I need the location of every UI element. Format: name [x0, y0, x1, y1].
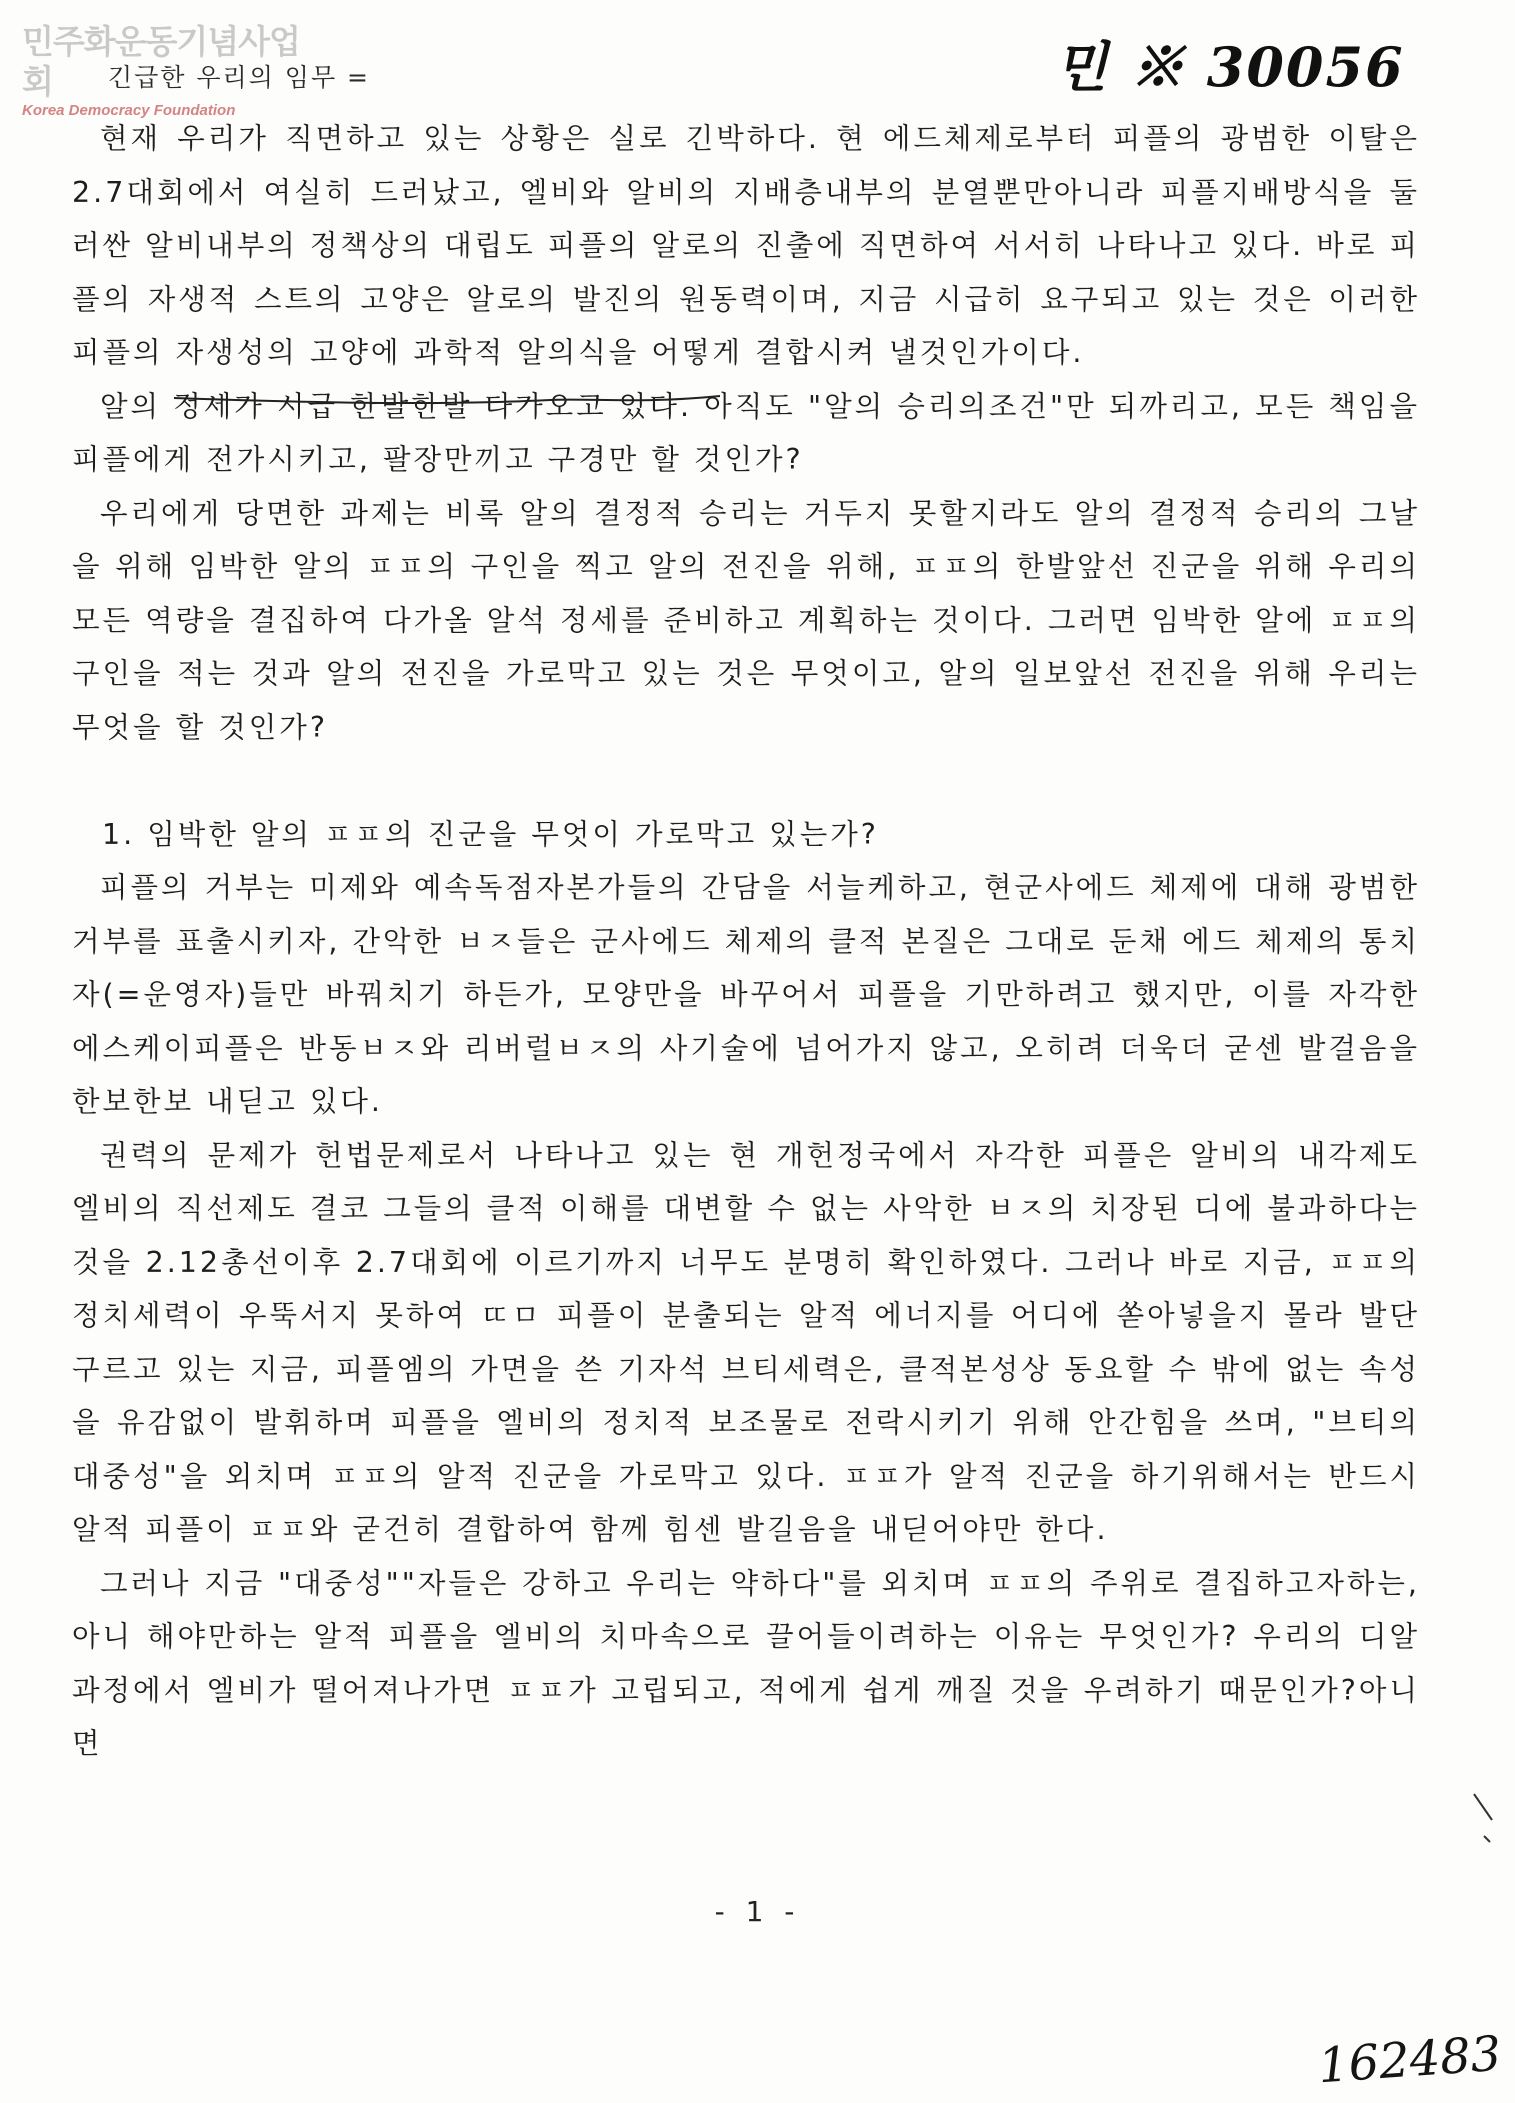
handwritten-document-id: 민 ※ 30056 [1055, 35, 1405, 99]
paragraph-gap [72, 754, 1420, 808]
paragraph-1: 현재 우리가 직면하고 있는 상황은 실로 긴박하다. 현 에드체제로부터 피플의 광범한 이탈은 2.7대회에서 여실히 드러났고, 엘비와 알비의 지배층내부의 분열뿐만아니라 피플지배방식을 둘러싼 알비내부의 정책상의 대립도 피플의 알로의 진출에 직면하여 서서히 나타나고 있다. 바로 피플의 자생적 스트의 고양은 알로의 발진의 원동력이며, 지금 시급히 요구되고 있는 것은 이러한 피플의 자생성의 고양에 과학적 알의식을 어떻게 결합시켜 낼것인가이다. [72, 122, 1420, 369]
page-number: - 1 - [714, 1895, 801, 1928]
document-body [72, 112, 1420, 1771]
handwritten-underline [170, 388, 730, 412]
paragraph-4: 피플의 거부는 미제와 예속독점자본가들의 간담을 서늘케하고, 현군사에드 체제에 대해 광범한 거부를 표출시키자, 간악한 ㅂㅈ들은 군사에드 체제의 클적 본질은 그대로 둔채 에드 체제의 통치자(=운영자)들만 바꿔치기 하든가, 모양만을 바꾸어서 피플을 기만하려고 했지만, 이를 자각한 에스케이피플은 반동ㅂㅈ와 리버럴ㅂㅈ의 사기술에 넘어가지 않고, 오히려 더욱더 굳센 발걸음을 한보한보 내딛고 있다. [72, 871, 1420, 1118]
paragraph-3: 우리에게 당면한 과제는 비록 알의 결정적 승리는 거두지 못할지라도 알의 결정적 승리의 그날을 위해 임박한 알의 ㅍㅍ의 구인을 찍고 알의 전진을 위해, ㅍㅍ의 한발앞선 진군을 위해 우리의 모든 역량을 결집하여 다가올 알석 정세를 준비하고 계획하는 것이다. 그러면 임박한 알에 ㅍㅍ의 구인을 적는 것과 알의 전진을 가로막고 있는 것은 무엇이고, 알의 일보앞선 전진을 위해 우리는 무엇을 할 것인가? [72, 496, 1420, 744]
archive-number: 162483 [1316, 2025, 1503, 2095]
paragraph-2: 알의 정세가 시급 한발한발 다가오고 있다. 아직도 "알의 승리의조건"만 되까리고, 모든 책임을 피플에게 전가시키고, 팔장만끼고 구경만 할 것인가? [72, 389, 1420, 476]
paragraph-6: 그러나 지금 "대중성""자들은 강하고 우리는 약하다"를 외치며 ㅍㅍ의 주위로 결집하고자하는, 아니 해야만하는 알적 피플을 엘비의 치마속으로 끌어들이려하는 이유는 무엇인가? 우리의 디알과정에서 엘비가 떨어져나가면 ㅍㅍ가 고립되고, 적에게 쉽게 깨질 것을 우려하기 때문인가?아니면 [72, 1566, 1420, 1760]
watermark-english: Korea Democracy Foundation [22, 102, 236, 119]
watermark-korean: 민주화운동기념사업회 [22, 22, 300, 101]
section-heading-1: 1. 임박한 알의 ㅍㅍ의 진군을 무엇이 가로막고 있는가? [102, 817, 879, 851]
paragraph-5: 권력의 문제가 헌법문제로서 나타나고 있는 현 개헌정국에서 자각한 피플은 알비의 내각제도 엘비의 직선제도 결코 그들의 클적 이해를 대변할 수 없는 사악한 ㅂㅈ의 치장된 디에 불과하다는 것을 2.12총선이후 2.7대회에 이르기까지 너무도 분명히 확인하였다. 그러나 바로 지금, ㅍㅍ의 정치세력이 우뚝서지 못하여 ㄸㅁ 피플이 분출되는 알적 에너지를 어디에 쏟아넣을지 몰라 발단 구르고 있는 지금, 피플엠의 가면을 쓴 기자석 브티세력은, 클적본성상 동요할 수 밖에 없는 속성을 유감없이 발휘하며 피플을 엘비의 정치적 보조물로 전락시키기 위해 안간힘을 쓰며, "브티의 대중성"을 외치며 ㅍㅍ의 알적 진군을 가로막고 있다. ㅍㅍ가 알적 진군을 하기위해서는 반드시 알적 피플이 ㅍㅍ와 굳건히 결합하여 함께 힘센 발길음을 내딛어야만 한다. [72, 1138, 1420, 1546]
document-title: 긴급한 우리의 임무 = [108, 63, 370, 92]
scan-artifact-mark [1470, 1790, 1500, 1850]
